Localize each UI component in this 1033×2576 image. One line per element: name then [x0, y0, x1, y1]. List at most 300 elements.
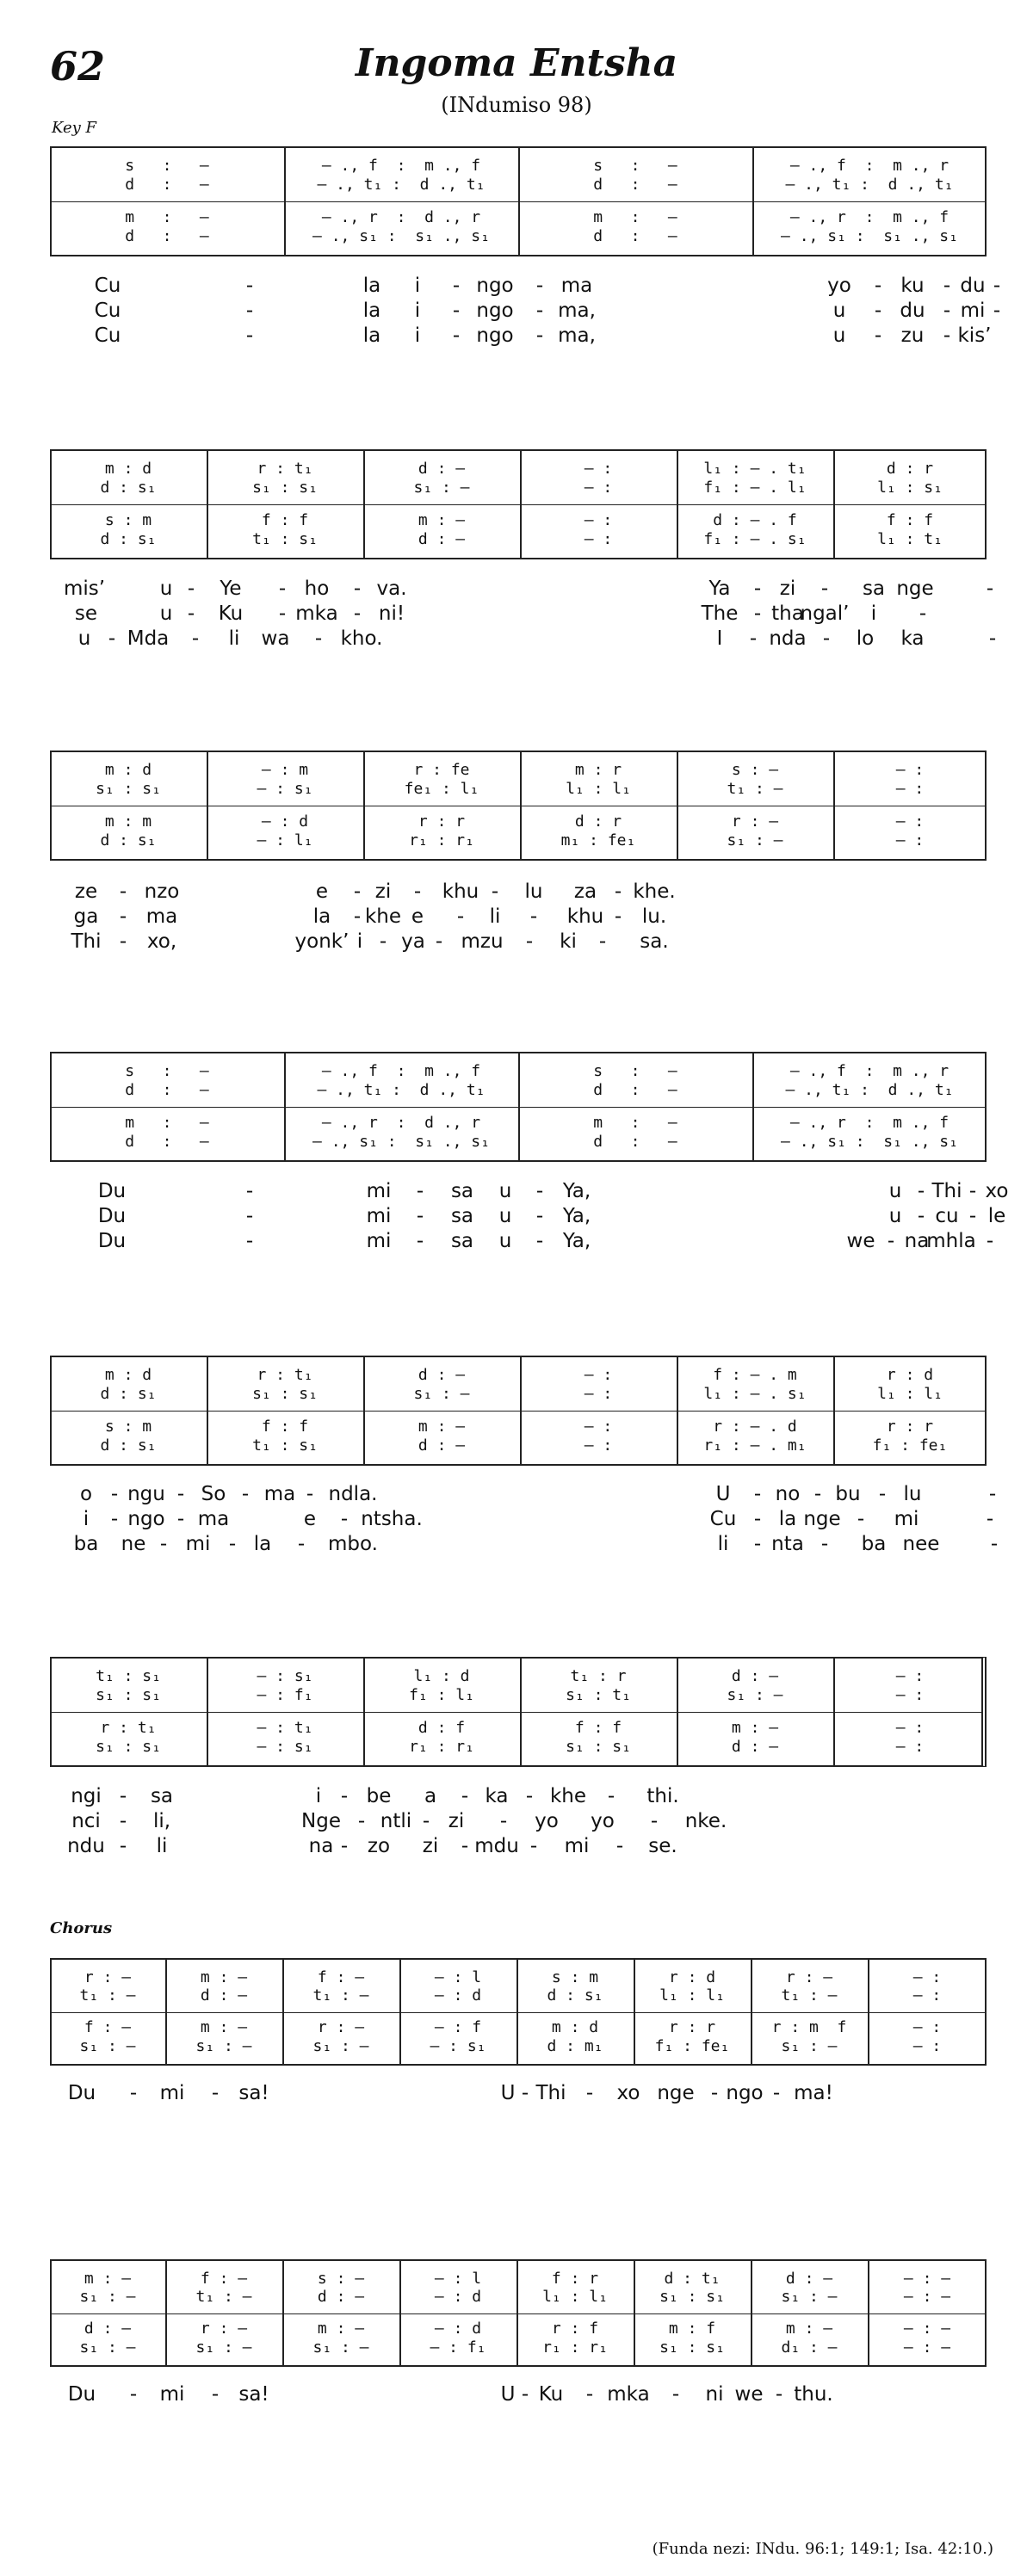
notation-cell: m : — [84, 2269, 132, 2288]
notation-cell: f : – . m [713, 1366, 797, 1384]
lyric-syllable: lo [856, 627, 875, 650]
lyric-syllable: - [614, 880, 622, 903]
lyric-syllable: we [734, 2383, 764, 2406]
notation-cell: — : [584, 1418, 613, 1436]
lyric-syllable: thu. [794, 2383, 833, 2406]
notation-cell: d : — [418, 530, 466, 548]
lyric-syllable: ka [485, 1785, 509, 1807]
lyric-syllable: ngo [476, 300, 514, 322]
lyric-syllable: o [79, 1483, 93, 1505]
notation-cell: — : f₁ [430, 2338, 486, 2357]
notation-cell: m : — [125, 1114, 209, 1132]
notation-cell: r : – . d [713, 1418, 797, 1436]
lyric-syllable: Du [67, 2082, 96, 2104]
lyric-syllable: - [119, 880, 127, 903]
lyric-syllable: nke. [684, 1810, 727, 1832]
notation-cell: – ., s₁ : s₁ ., s₁ [781, 1133, 958, 1151]
lyric-syllable: - [119, 930, 127, 953]
notation-cell: r₁ : r₁ [409, 831, 474, 849]
lyric-syllable: - [671, 2383, 680, 2406]
notation-cell: m : — [731, 1719, 779, 1737]
lyric-syllable: - [353, 578, 362, 600]
lyric-syllable: - [119, 905, 127, 928]
lyric-syllable: le [987, 1205, 1006, 1227]
lyric-syllable: - [340, 1785, 349, 1807]
lyric-syllable: mi [960, 300, 986, 322]
notation-cell: d : — [731, 1667, 779, 1685]
lyric-syllable: - [986, 1230, 994, 1252]
lyric-syllable: - [176, 1508, 185, 1530]
lyric-syllable: mis’ [63, 578, 106, 600]
lyric-syllable: ngo [476, 324, 514, 347]
lyric-syllable: la [362, 324, 381, 347]
notation-cell: m : — [785, 2320, 833, 2338]
lyric-syllable: - [607, 1785, 615, 1807]
notation-cell: s₁ : — [781, 2288, 838, 2307]
notation-cell: s₁ : — [727, 831, 783, 849]
notation-cell: s₁ : s₁ [96, 1686, 161, 1704]
lyric-syllable: - [772, 2082, 781, 2104]
lyric-syllable: za [573, 880, 597, 903]
lyric-syllable: mhla [926, 1230, 976, 1252]
lyric-syllable: mka [295, 602, 338, 625]
lyric-syllable: ba [73, 1533, 99, 1555]
lyric-syllable: - [986, 1508, 994, 1530]
lyric-syllable: la [362, 275, 381, 297]
notation-cell: s₁ : — [79, 2338, 136, 2357]
notation-cell: s₁ : — [312, 2338, 369, 2357]
lyric-syllable: ndu [67, 1835, 105, 1857]
notation-cell: d : — [125, 1133, 209, 1151]
notation-cell: — : [912, 2018, 942, 2037]
lyric-syllable: - [753, 1483, 762, 1505]
lyric-syllable: - [820, 1533, 829, 1555]
lyric-syllable: - [753, 578, 762, 600]
notation-cell: d : — [84, 2320, 132, 2338]
lyric-syllable: u [832, 300, 846, 322]
notation-cell: f : r [551, 2269, 599, 2288]
lyric-syllable: Du [67, 2383, 96, 2406]
lyric-syllable: - [353, 880, 362, 903]
notation-cell: m : — [593, 1114, 677, 1132]
notation-cell: f : — [317, 1968, 365, 1986]
lyric-syllable: ne [121, 1533, 146, 1555]
notation-cell: — : — [903, 2288, 951, 2307]
notation-cell: — : m [261, 761, 309, 779]
lyric-syllable: - [245, 324, 254, 347]
voice-divider [52, 2313, 985, 2314]
lyric-syllable: ku [900, 275, 925, 297]
lyric-syllable: mi [366, 1180, 392, 1202]
notation-cell: — : s₁ [257, 1667, 313, 1685]
notation-cell: — : [895, 761, 925, 779]
notation-cell: l₁ : l₁ [659, 1986, 725, 2005]
lyric-syllable: zi [422, 1835, 439, 1857]
notation-cell: — : s₁ [430, 2036, 486, 2055]
notation-cell: — : d [434, 2320, 482, 2338]
lyric-syllable: sa [150, 1785, 174, 1807]
lyric-syllable: khe [549, 1785, 587, 1807]
notation-cell: d : — [593, 1081, 677, 1099]
lyric-syllable: kis’ [957, 324, 992, 347]
lyric-syllable: - [993, 275, 1001, 297]
notation-cell: — : s₁ [257, 1738, 313, 1756]
notation-cell: – ., f : m ., f [321, 1062, 481, 1080]
notation-cell: l₁ : d [413, 1667, 470, 1685]
lyric-syllable: mi [159, 2082, 185, 2104]
lyric-syllable: a [424, 1785, 437, 1807]
notation-cell: d : — [593, 227, 677, 245]
lyric-syllable: - [110, 1483, 119, 1505]
notation-cell: d : — [317, 2288, 365, 2307]
lyric-syllable: ya [401, 930, 425, 953]
notation-cell: – ., r : m ., f [789, 1114, 949, 1132]
lyric-syllable: sa [862, 578, 886, 600]
lyric-syllable: kho. [340, 627, 383, 650]
notation-cell: d : s₁ [100, 831, 157, 849]
notation-cell: f₁ : – . s₁ [703, 530, 807, 548]
voice-divider [52, 1411, 985, 1412]
lyric-syllable: - [340, 1508, 349, 1530]
lyric-syllable: Cu [709, 1508, 737, 1530]
lyric-syllable: khe. [633, 880, 676, 903]
lyric-syllable: yo [591, 1810, 615, 1832]
lyric-syllable: mi [185, 1533, 211, 1555]
notation-cell: m : r [574, 761, 622, 779]
notation-cell: r : d [668, 1968, 716, 1986]
notation-cell: – ., t₁ : d ., t₁ [785, 176, 954, 194]
lyric-syllable: - [535, 1230, 544, 1252]
notation-cell: l₁ : – . t₁ [703, 460, 807, 478]
notation-cell: r : r [886, 1418, 934, 1436]
notation-cell: m : f [668, 2320, 716, 2338]
lyric-syllable: ndla. [328, 1483, 378, 1505]
lyric-syllable: - [710, 2082, 719, 2104]
notation-cell: d : f [418, 1719, 466, 1737]
lyric-syllable: - [452, 275, 461, 297]
lyric-syllable: - [753, 1533, 762, 1555]
notation-cell: l₁ : l₁ [877, 1385, 943, 1403]
lyric-syllable: mdu [474, 1835, 519, 1857]
lyric-syllable: - [187, 578, 195, 600]
notation-cell: t₁ : — [312, 1986, 369, 2005]
lyric-syllable: nge [803, 1508, 841, 1530]
staff-system-1 [50, 146, 987, 256]
lyric-syllable: Cu [94, 275, 121, 297]
notation-cell: f : — [84, 2018, 132, 2037]
lyric-syllable: khu [442, 880, 479, 903]
lyric-syllable: khe [364, 905, 402, 928]
lyric-syllable: xo, [146, 930, 177, 953]
lyric-syllable: wa [261, 627, 290, 650]
notation-cell: d : — [418, 460, 466, 478]
lyric-syllable: - [461, 1835, 469, 1857]
notation-cell: m : — [200, 2018, 248, 2037]
lyric-syllable: ngi [71, 1785, 102, 1807]
lyric-syllable: ngo [127, 1508, 165, 1530]
lyric-syllable: la [253, 1533, 272, 1555]
notation-cell: f₁ : l₁ [409, 1686, 474, 1704]
notation-cell: — : [895, 780, 925, 798]
lyric-syllable: se. [648, 1835, 677, 1857]
notation-cell: d₁ : — [781, 2338, 838, 2357]
notation-cell: m : d [551, 2018, 599, 2037]
lyric-syllable: i [356, 930, 363, 953]
page-number: 62 [50, 43, 106, 90]
notation-cell: d : — [418, 1436, 466, 1455]
lyric-syllable: Ye [220, 578, 242, 600]
lyric-syllable: - [422, 1810, 430, 1832]
notation-cell: — : d [434, 2288, 482, 2307]
lyric-syllable: no [775, 1483, 801, 1505]
lyric-syllable: ma [560, 275, 593, 297]
lyric-syllable: la [312, 905, 331, 928]
notation-cell: – ., t₁ : d ., t₁ [317, 1081, 486, 1099]
lyric-syllable: u [888, 1205, 902, 1227]
notation-cell: – ., s₁ : s₁ ., s₁ [781, 227, 958, 245]
lyric-syllable: va. [376, 578, 407, 600]
lyric-syllable: ma [197, 1508, 230, 1530]
notation-cell: d : r [574, 812, 622, 831]
lyric-syllable: yo [827, 275, 851, 297]
notation-cell: — : [584, 1436, 613, 1455]
lyric-syllable: - [306, 1483, 314, 1505]
notation-cell: s₁ : — [195, 2338, 252, 2357]
lyric-syllable: Ku [538, 2383, 564, 2406]
lyric-syllable: - [650, 1810, 659, 1832]
notation-cell: — : s₁ [257, 780, 313, 798]
lyric-syllable: - [491, 880, 499, 903]
lyric-syllable: ni [705, 2383, 724, 2406]
lyric-syllable: nci [71, 1810, 101, 1832]
staff-system-5 [50, 1356, 987, 1466]
notation-cell: f : f [886, 511, 934, 529]
notation-cell: s : — [593, 157, 677, 175]
lyric-syllable: The [701, 602, 739, 625]
notation-cell: — : [912, 1968, 942, 1986]
lyric-syllable: - [379, 930, 387, 953]
lyric-syllable: - [993, 300, 1001, 322]
lyric-syllable: sa. [640, 930, 669, 953]
notation-cell: d : — [418, 1366, 466, 1384]
lyric-syllable: i [83, 1508, 90, 1530]
lyric-syllable: - [615, 1835, 624, 1857]
notation-cell: s : — [317, 2269, 365, 2288]
lyric-syllable: nee [902, 1533, 940, 1555]
notation-cell: s₁ : — [413, 479, 470, 497]
notation-cell: – ., r : d ., r [321, 1114, 481, 1132]
lyric-syllable: U [500, 2082, 516, 2104]
lyric-syllable: ma [263, 1483, 296, 1505]
notation-cell: — : [895, 1719, 925, 1737]
notation-cell: s₁ : — [781, 2036, 838, 2055]
lyric-syllable: thi. [646, 1785, 679, 1807]
lyric-syllable: Ya, [562, 1205, 591, 1227]
notation-cell: — : — [903, 2320, 951, 2338]
lyric-syllable: - [874, 324, 882, 347]
lyric-syllable: - [943, 300, 951, 322]
voice-divider [52, 2012, 985, 2013]
lyric-syllable: sa [450, 1230, 474, 1252]
voice-divider [52, 1712, 981, 1713]
notation-cell: s : — [593, 1062, 677, 1080]
notation-cell: s : m [104, 511, 152, 529]
lyric-syllable: Ya, [562, 1230, 591, 1252]
notation-cell: m : — [418, 511, 466, 529]
notation-cell: — : f₁ [257, 1686, 313, 1704]
notation-cell: d : s₁ [547, 1986, 603, 2005]
lyric-syllable: So [201, 1483, 226, 1505]
notation-cell: r : — [200, 2320, 248, 2338]
lyric-syllable: Cu [94, 324, 121, 347]
notation-cell: — : [895, 1738, 925, 1756]
lyric-syllable: - [245, 1180, 254, 1202]
notation-cell: f : — [200, 2269, 248, 2288]
notation-cell: fe₁ : l₁ [404, 780, 479, 798]
notation-cell: t₁ : — [781, 1986, 838, 2005]
notation-cell: r : t₁ [257, 1366, 313, 1384]
notation-cell: d : — [200, 1986, 248, 2005]
notation-cell: m : — [418, 1418, 466, 1436]
notation-cell: m : d [104, 1366, 152, 1384]
notation-cell: r : d [886, 1366, 934, 1384]
lyric-syllable: - [529, 1835, 538, 1857]
staff-system-8 [50, 2259, 987, 2367]
lyric-syllable: - [461, 1785, 469, 1807]
lyric-syllable: - [813, 1483, 822, 1505]
chorus-label: Chorus [50, 1919, 113, 1937]
lyric-syllable: - [176, 1483, 185, 1505]
notation-cell: f₁ : fe₁ [872, 1436, 948, 1455]
lyric-syllable: mi [159, 2383, 185, 2406]
notation-cell: s₁ : t₁ [566, 1686, 631, 1704]
lyric-syllable: - [119, 1835, 127, 1857]
lyric-syllable: - [119, 1785, 127, 1807]
notation-cell: r : — [731, 812, 779, 831]
notation-cell: t₁ : — [727, 780, 783, 798]
notation-cell: s : m [551, 1968, 599, 1986]
notation-cell: – ., r : m ., f [789, 208, 949, 226]
notation-cell: — : l [434, 1968, 482, 1986]
lyric-syllable: Ya, [562, 1180, 591, 1202]
notation-cell: – ., s₁ : s₁ ., s₁ [312, 227, 490, 245]
notation-cell: – ., f : m ., r [789, 157, 949, 175]
lyric-syllable: - [943, 324, 951, 347]
lyric-syllable: ho [304, 578, 330, 600]
lyric-syllable: - [753, 602, 762, 625]
lyric-syllable: e [411, 905, 424, 928]
lyric-syllable: sa! [238, 2383, 269, 2406]
lyric-syllable: li [228, 627, 240, 650]
notation-cell: r : — [785, 1968, 833, 1986]
notation-cell: d : s₁ [100, 1436, 157, 1455]
notation-cell: — : [584, 479, 613, 497]
lyric-syllable: we [846, 1230, 875, 1252]
lyric-syllable: nda [769, 627, 807, 650]
lyric-syllable: se [74, 602, 98, 625]
lyric-syllable: du [960, 275, 986, 297]
notation-cell: — : [584, 460, 613, 478]
notation-cell: s : — [731, 761, 779, 779]
notation-cell: l₁ : l₁ [542, 2288, 608, 2307]
lyric-syllable: na [904, 1230, 930, 1252]
lyric-syllable: - [119, 1810, 127, 1832]
notation-cell: d : — [125, 1081, 209, 1099]
lyric-syllable: - [775, 2383, 783, 2406]
lyric-syllable: - [159, 1533, 168, 1555]
lyric-syllable: na [308, 1835, 334, 1857]
lyric-syllable: - [521, 2383, 529, 2406]
notation-cell: — : f [434, 2018, 482, 2037]
notation-cell: r : r [418, 812, 466, 831]
lyric-syllable: xo [985, 1180, 1009, 1202]
lyric-syllable: khu [566, 905, 604, 928]
lyric-syllable: - [191, 627, 200, 650]
lyric-syllable: Ya [708, 578, 731, 600]
notation-cell: m : — [317, 2320, 365, 2338]
lyric-syllable: lu [903, 1483, 922, 1505]
lyric-syllable: ngal’ [800, 602, 850, 625]
lyric-syllable: - [245, 300, 254, 322]
lyric-syllable: U [500, 2383, 516, 2406]
lyric-syllable: - [241, 1483, 250, 1505]
notation-cell: – ., f : m ., r [789, 1062, 949, 1080]
lyric-syllable: u [159, 602, 173, 625]
lyric-syllable: - [753, 1508, 762, 1530]
lyric-syllable: - [990, 1533, 999, 1555]
notation-cell: t₁ : — [79, 1986, 136, 2005]
notation-cell: — : l [434, 2269, 482, 2288]
lyric-syllable: - [435, 930, 443, 953]
lyric-syllable: xo [616, 2082, 640, 2104]
staff-system-4 [50, 1052, 987, 1162]
notation-cell: s₁ : s₁ [96, 1738, 161, 1756]
lyric-syllable: - [878, 1483, 887, 1505]
notation-cell: m : m [104, 812, 152, 831]
lyric-syllable: - [749, 627, 758, 650]
notation-cell: f : f [574, 1719, 622, 1737]
notation-cell: d : s₁ [100, 479, 157, 497]
notation-cell: r : t₁ [100, 1719, 157, 1737]
notation-cell: f : f [261, 1418, 309, 1436]
notation-cell: — : [912, 1986, 942, 2005]
lyric-syllable: - [917, 1205, 925, 1227]
lyric-syllable: - [129, 2383, 138, 2406]
lyric-syllable: ni! [378, 602, 405, 625]
lyric-syllable: - [917, 1180, 925, 1202]
hymn-title: Ingoma Entsha [355, 41, 678, 85]
notation-cell: t₁ : s₁ [252, 1436, 318, 1455]
lyric-syllable: - [943, 275, 951, 297]
lyric-syllable: - [413, 880, 422, 903]
lyric-syllable: u [888, 1180, 902, 1202]
notation-cell: r₁ : – . m₁ [703, 1436, 807, 1455]
notation-cell: m : d [104, 761, 152, 779]
lyric-syllable: mi [366, 1230, 392, 1252]
notation-cell: d : s₁ [100, 1385, 157, 1403]
lyric-syllable: Thi [931, 1180, 962, 1202]
lyric-syllable: zi [374, 880, 392, 903]
lyric-syllable: ka [900, 627, 925, 650]
lyric-syllable: - [988, 1483, 997, 1505]
lyric-syllable: - [525, 930, 534, 953]
lyric-syllable: i [315, 1785, 322, 1807]
lyric-syllable: be [366, 1785, 392, 1807]
notation-cell: — : [895, 1686, 925, 1704]
notation-cell: d : — [731, 1738, 779, 1756]
lyric-syllable: - [585, 2383, 594, 2406]
notation-cell: m : — [125, 208, 209, 226]
